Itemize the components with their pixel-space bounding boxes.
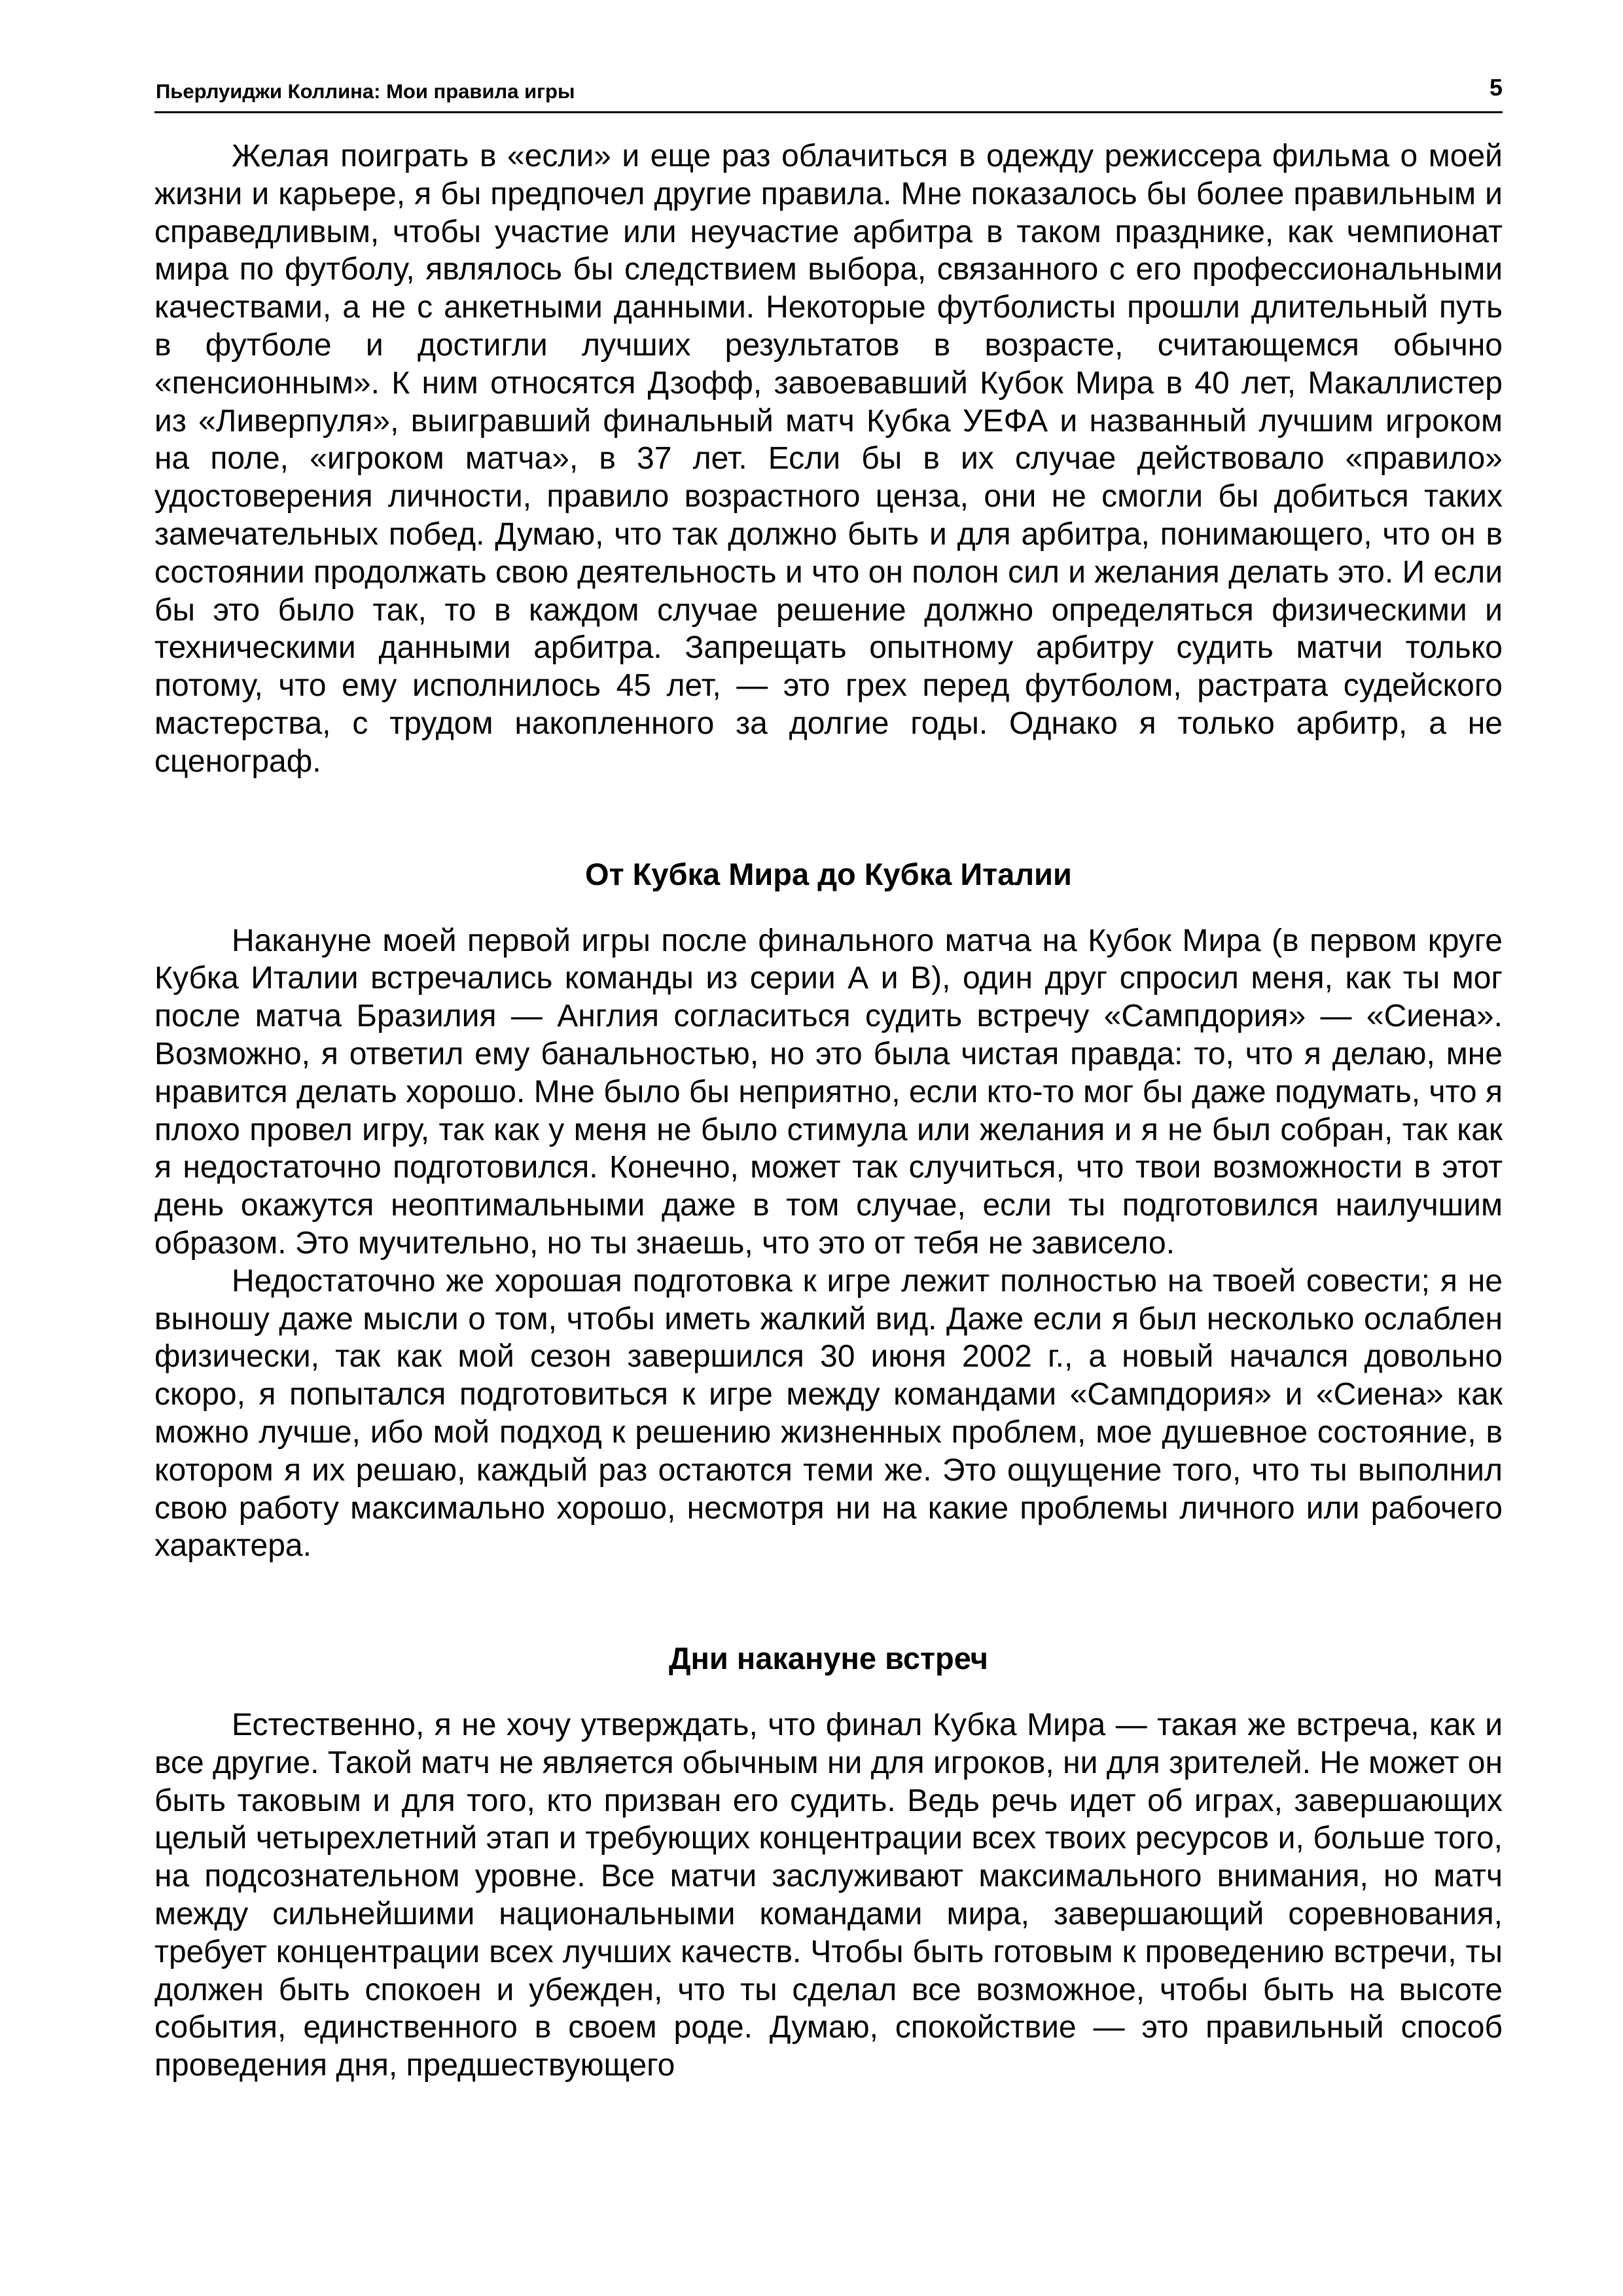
section-heading-days: Дни накануне встреч (669, 1641, 988, 1676)
section-days-paragraph-1: Естественно, я не хочу утверждать, что финал Кубка Мира — такая же встреча, как и все другие. Такой матч не является обычным ни для игроков, ни для зрителей. Не может он быть таковым и для того, кто призван его судить. Ведь речь идет об играх, завершающих целый четырехлетний этап и требующих концентрации всех твоих ресурсов и, больше того, на подсознательном уровне. Все матчи заслуживают максимального внимания, но матч между сильнейшими национальными командами мира, завершающий соревнования, требует концентрации всех лучших качеств. Чтобы быть готовым к проведению встречи, ты должен быть спокоен и убежден, что ты сделал все возможное, чтобы быть на высоте события, единственного в своем роде. Думаю, спокойствие — это правильный способ проведения дня, предшествующего (154, 1708, 1503, 2083)
page-number: 5 (1489, 74, 1503, 101)
section-cup-paragraph-1: Накануне моей первой игры после финального матча на Кубок Мира (в первом круге Кубка Италии встречались команды из серии А и В), один друг спросил меня, как ты мог после матча Бразилия — Англия согласиться судить встречу «Сампдория» — «Сиена». Возможно, я ответил ему банальностью, но это была чистая правда: то, что я делаю, мне нравится делать хорошо. Мне было бы неприятно, если кто-то мог бы даже подумать, что я плохо провел игру, так как у меня не было стимула или желания и я не был собран, так как я недостаточно подготовился. Конечно, может так случиться, что твои возможности в этот день окажутся неоптимальными даже в том случае, если ты подготовился наилучшим образом. Это мучительно, но ты знаешь, что это от тебя не зависело. (154, 923, 1503, 1261)
page-content (154, 137, 1503, 2085)
running-header (154, 72, 1503, 113)
intro-paragraph: Желая поиграть в «если» и еще раз облачиться в одежду режиссера фильма о моей жизни и карьере, я бы предпочел другие правила. Мне показалось бы более правильным и справедливым, чтобы участие или неучастие арбитра в таком празднике, как чемпионат мира по футболу, являлось бы следствием выбора, связанного с его профессиональными качествами, а не с анкетными данными. Некоторые футболисты прошли длительный путь в футболе и достигли лучших результатов в возрасте, считающемся обычно «пенсионным». К ним относятся Дзофф, завоевавший Кубок Мира в 40 лет, Макаллистер из «Ливерпуля», выигравший финальный матч Кубка УЕФА и названный лучшим игроком на поле, «игроком матча», в 37 лет. Если бы в их случае действовало «правило» удостоверения личности, правило возрастного ценза, они не смогли бы добиться таких замечательных побед. Думаю, что так должно быть и для арбитра, понимающего, что он в состоянии продолжать свою деятельность и что он полон сил и желания делать это. И если бы это было так, то в каждом случае решение должно определяться физическими и техническими данными арбитра. Запрещать опытному арбитру судить матчи только потому, что ему исполнилось 45 лет, — это грех перед футболом, растрата судейского мастерства, с трудом накопленного за долгие годы. Однако я только арбитр, а не сценограф. (154, 139, 1503, 779)
header-title: Пьерлуиджи Коллина: Мои правила игры (156, 80, 575, 103)
section-heading-cup: От Кубка Мира до Кубка Италии (585, 856, 1072, 891)
section-cup-paragraph-2: Недостаточно же хорошая подготовка к игре лежит полностью на твоей совести; я не выношу даже мысли о том, чтобы иметь жалкий вид. Даже если я был несколько ослаблен физически, так как мой сезон завершился 30 июня 2002 г., а новый начался довольно скоро, я попытался подготовиться к игре между командами «Сампдория» и «Сиена» как можно лучше, ибо мой подход к решению жизненных проблем, мое душевное состояние, в котором я их решаю, каждый раз остаются теми же. Это ощущение того, что ты выполнил свою работу максимально хорошо, несмотря ни на какие проблемы личного или рабочего характера. (154, 1263, 1503, 1564)
